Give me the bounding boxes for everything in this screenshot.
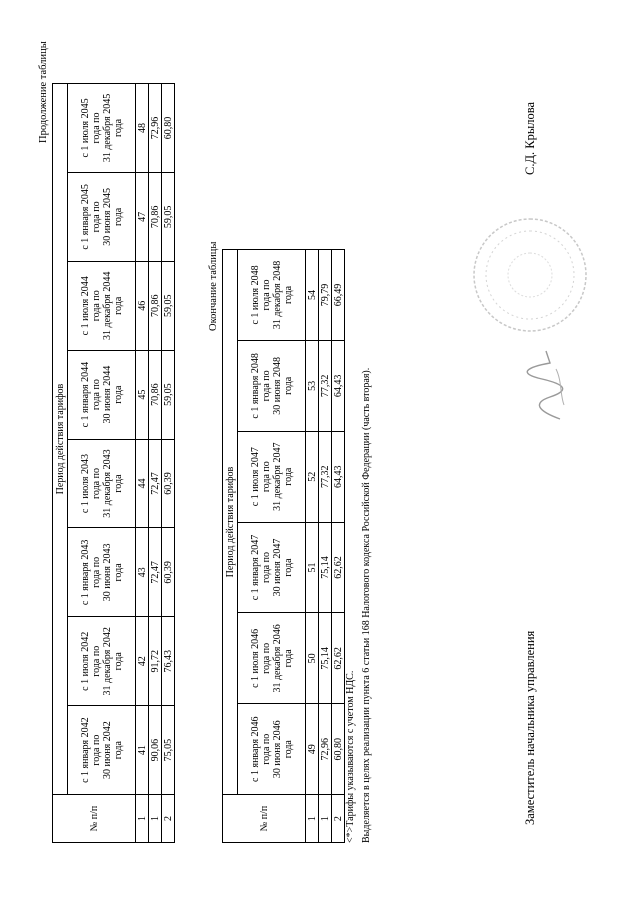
table-cell: 51 bbox=[306, 522, 319, 613]
table-cell: 72,47 bbox=[149, 528, 162, 617]
official-stamp bbox=[470, 215, 590, 335]
table-cell: 59,05 bbox=[162, 172, 175, 261]
signatory-name: С.Д. Крылова bbox=[523, 102, 537, 175]
table-cell: 53 bbox=[306, 340, 319, 431]
period-column-header: с 1 июля 2044 года по 31 декабря 2044 года bbox=[68, 261, 136, 350]
tariff-table-continuation bbox=[52, 83, 175, 843]
period-column-header: с 1 июля 2045 года по 31 декабря 2045 года bbox=[68, 84, 136, 173]
period-column-header: с 1 июля 2048 года по 31 декабря 2048 года bbox=[238, 250, 306, 341]
signatory-title: Заместитель начальника управления bbox=[523, 630, 537, 825]
row-number: 2 bbox=[332, 795, 345, 843]
table-cell: 48 bbox=[136, 84, 149, 173]
table-cell: 75,14 bbox=[319, 613, 332, 704]
table-cell: 59,05 bbox=[162, 350, 175, 439]
period-column-header: с 1 января 2044 года по 30 июня 2044 года bbox=[68, 350, 136, 439]
table-cell: 77,32 bbox=[319, 340, 332, 431]
table-cell: 90,06 bbox=[149, 706, 162, 795]
table-cell: 60,39 bbox=[162, 528, 175, 617]
table2-caption: Окончание таблицы bbox=[208, 241, 219, 331]
table-cell: 43 bbox=[136, 528, 149, 617]
period-column-header: с 1 января 2047 года по 30 июня 2047 года bbox=[238, 522, 306, 613]
table-cell: 70,86 bbox=[149, 350, 162, 439]
table-cell: 64,43 bbox=[332, 340, 345, 431]
table-cell: 54 bbox=[306, 250, 319, 341]
row-number-header: № п/п bbox=[223, 795, 306, 843]
table-row bbox=[306, 250, 319, 843]
table-cell: 79,79 bbox=[319, 250, 332, 341]
row-number: 1 bbox=[149, 795, 162, 843]
table-cell: 41 bbox=[136, 706, 149, 795]
period-column-header: с 1 января 2043 года по 30 июня 2043 года bbox=[68, 528, 136, 617]
table1-caption: Продолжение таблицы bbox=[38, 41, 49, 143]
period-header: Период действия тарифов bbox=[53, 84, 68, 795]
table-cell: 66,49 bbox=[332, 250, 345, 341]
period-column-header: с 1 июля 2043 года по 31 декабря 2043 года bbox=[68, 439, 136, 528]
period-column-header: с 1 января 2042 года по 30 июня 2042 года bbox=[68, 706, 136, 795]
row-number: 1 bbox=[306, 795, 319, 843]
table-cell: 77,32 bbox=[319, 431, 332, 522]
table-cell: 70,86 bbox=[149, 172, 162, 261]
period-column-header: с 1 июля 2046 года по 31 декабря 2046 года bbox=[238, 613, 306, 704]
table-cell: 72,47 bbox=[149, 439, 162, 528]
table-cell: 50 bbox=[306, 613, 319, 704]
table-cell: 75,05 bbox=[162, 706, 175, 795]
table-cell: 47 bbox=[136, 172, 149, 261]
table-cell: 62,62 bbox=[332, 522, 345, 613]
row-number: 2 bbox=[162, 795, 175, 843]
table-cell: 59,05 bbox=[162, 261, 175, 350]
handwritten-signature bbox=[520, 345, 575, 425]
table-cell: 42 bbox=[136, 617, 149, 706]
period-header: Период действия тарифов bbox=[223, 250, 238, 795]
table-cell: 49 bbox=[306, 704, 319, 795]
footnote-tax-code: Выделяется в целях реализации пункта 6 статьи 168 Налогового кодекса Российской Федерации (часть вторая). bbox=[361, 367, 372, 843]
table-cell: 64,43 bbox=[332, 431, 345, 522]
table-cell: 52 bbox=[306, 431, 319, 522]
row-number-header: № п/п bbox=[53, 795, 136, 843]
table-row bbox=[332, 250, 345, 843]
table-cell: 45 bbox=[136, 350, 149, 439]
table-cell: 72,96 bbox=[149, 84, 162, 173]
row-number: 1 bbox=[319, 795, 332, 843]
period-column-header: с 1 июля 2042 года по 31 декабря 2042 года bbox=[68, 617, 136, 706]
table-cell: 60,39 bbox=[162, 439, 175, 528]
table-row bbox=[319, 250, 332, 843]
table-cell: 62,62 bbox=[332, 613, 345, 704]
table-cell: 70,86 bbox=[149, 261, 162, 350]
table-cell: 60,80 bbox=[332, 704, 345, 795]
footnote-vat: <*>Тарифы указываются с учетом НДС. bbox=[345, 670, 356, 843]
table-cell: 76,43 bbox=[162, 617, 175, 706]
table-cell: 60,80 bbox=[162, 84, 175, 173]
row-number: 1 bbox=[136, 795, 149, 843]
table-cell: 75,14 bbox=[319, 522, 332, 613]
table-cell: 44 bbox=[136, 439, 149, 528]
table-cell: 91,72 bbox=[149, 617, 162, 706]
table-row bbox=[162, 84, 175, 843]
period-column-header: с 1 июля 2047 года по 31 декабря 2047 года bbox=[238, 431, 306, 522]
table-cell: 46 bbox=[136, 261, 149, 350]
table-cell: 72,96 bbox=[319, 704, 332, 795]
period-column-header: с 1 января 2045 года по 30 июня 2045 года bbox=[68, 172, 136, 261]
table-row bbox=[149, 84, 162, 843]
table-row bbox=[136, 84, 149, 843]
tariff-table-end bbox=[222, 249, 345, 843]
period-column-header: с 1 января 2048 года по 30 июня 2048 года bbox=[238, 340, 306, 431]
period-column-header: с 1 января 2046 года по 30 июня 2046 года bbox=[238, 704, 306, 795]
